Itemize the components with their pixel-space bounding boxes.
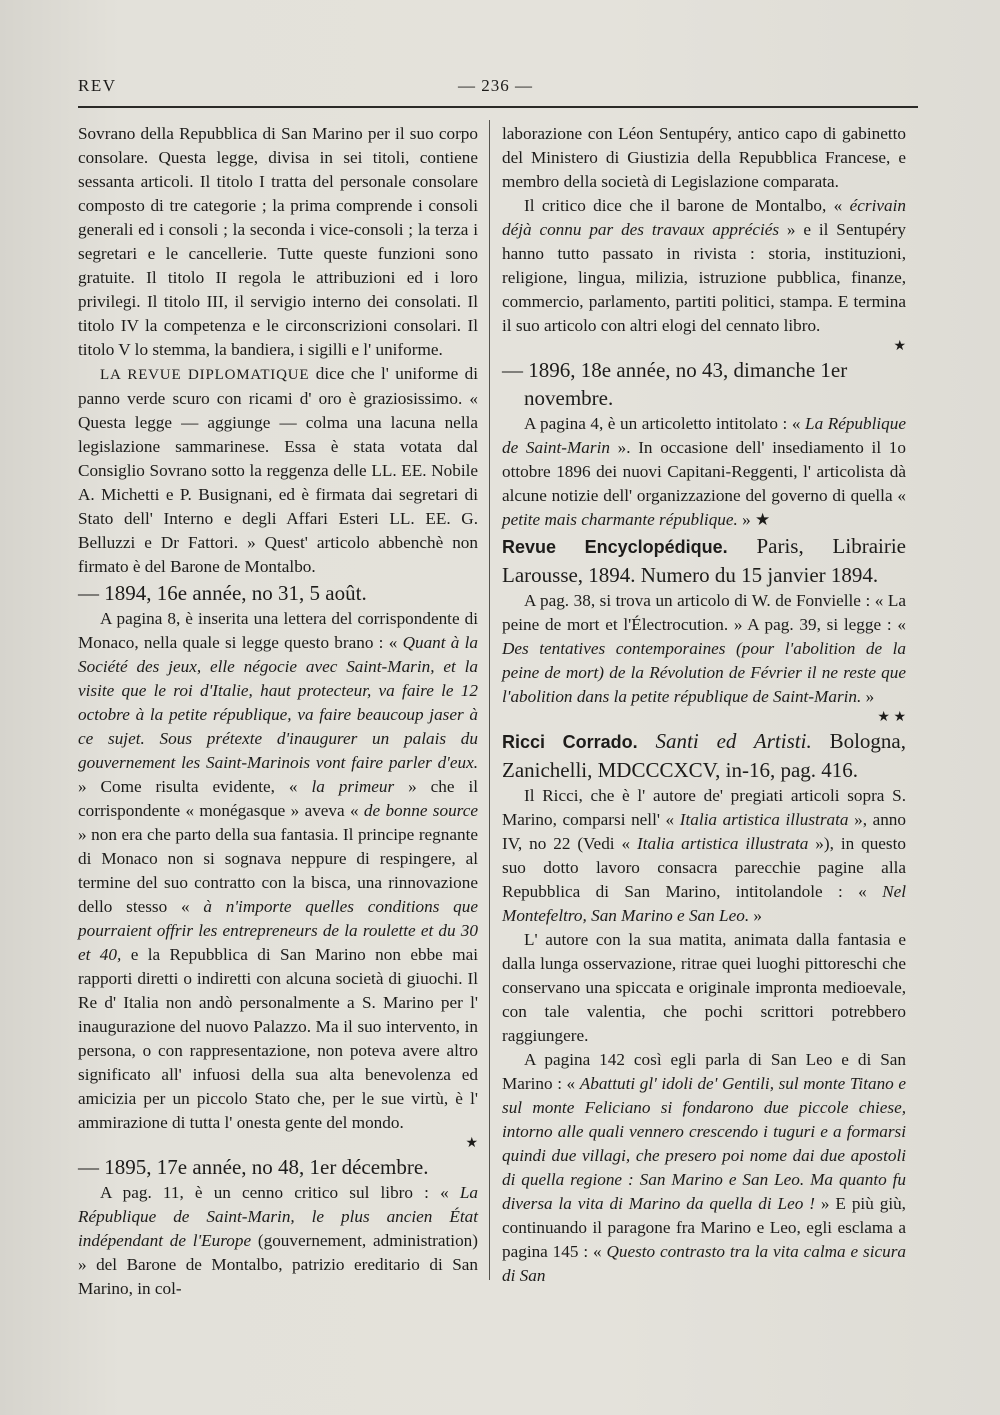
star-ornament: ★ <box>465 1136 478 1151</box>
paragraph: A pagina 8, è inserita una lettera del corrispondente di Monaco, nella quale si legge questo brano : « Quant à la Société des jeux, elle négocie avec Saint-Marin, et la visite que le roi d'Italie, haut protecteur, va faire le 12 octobre à la petite république, va faire beaucoup jaser à ce sujet. Sous prétexte d'inaugurer un palais du gouvernement les Saint-Marinois vont faire parler d'eux. » Come risulta evidente, « la primeur » che il corrispondente « monégasque » aveva « de bonne source » non era che parto della sua fantasia. Il principe regnante di Monaco non si sognava neppure di respingere, al termine del suo contratto con la bisca, una rinnovazione dello stesso « à n'importe quelles conditions que pourraient offrir les entrepreneurs de la roulette et du 30 et 40, e la Repubblica di San Marino non ebbe mai rapporti diretti o indiretti con alcuna società di giuochi. Il Re d' Italia non andò personalmente a S. Marino per l' inaugurazione del nuovo Palazzo. Ma il suo intervento, in persona, o con rappresentazione, non poteva avere altro significato all' infuosi della sua alta benevolenza ed amicizia per un piccolo Stato che, per le sue virtù, è l' ammirazione di tutta l' onesta gente del mondo. <box>78 609 479 1132</box>
issue-heading: — 1896, 18e année, no 43, dimanche 1er <box>502 358 848 382</box>
header-rule <box>78 106 918 108</box>
paragraph: A pagina 4, è un articoletto intitolato : « La République de Saint-Marin ». In occasione dell' insediamento il 1o ottobre 1896 dei nuovi Capitani-Reggenti, l' articolista dà alcune notizie dell' organizzazione del governo di quella « petite mais charmante république. » ★ <box>502 414 906 529</box>
running-head <box>78 76 916 104</box>
entry-title: Ricci Corrado. <box>502 732 638 752</box>
column-divider <box>489 120 490 1280</box>
paragraph: A pag. 11, è un cenno critico sul libro : « La République de Saint-Marin, le plus ancien État indépendant de l'Europe (gouvernement, administration) » del Barone de Montalbo, patrizio ereditario di San Marino, in col- <box>78 1183 478 1298</box>
journal-name: LA REVUE DIPLOMATIQUE <box>100 367 310 383</box>
star-ornament: ★ ★ <box>877 710 906 725</box>
paragraph: Il critico dice che il barone de Montalbo, « écrivain déjà connu par des travaux appréciés » e il Sentupéry hanno tutto passato in rivista : storia, instituzioni, religione, lingua, milizia, istruzione pubblica, finanze, commercio, parlamento, partiti politici, stampa. E termina il suo articolo con altri elogi del cennato libro. <box>502 196 906 335</box>
page-number: — 236 — <box>458 76 533 95</box>
bibliography-entry: Ricci Corrado. Santi ed Artisti. Bologna, Zanichelli, MDCCCXCV, in-16, pag. 416. <box>502 729 906 782</box>
entry-title: Revue Encyclopédique. <box>502 537 728 557</box>
left-column <box>78 122 478 1301</box>
issue-heading: — 1894, 16e année, no 31, 5 août. <box>78 581 367 605</box>
paragraph: A pagina 142 così egli parla di San Leo e di San Marino : « Abattuti gl' idoli de' Gentili, sul monte Titano e sul monte Feliciano si fondarono due piccole chiese, intorno alle quali vennero crescendo i tuguri e a formarsi quindi due villagi, che presero poi nome dai due apostoli di quella regione : San Marino e San Leo. Ma quanto fu diversa la vita di Marino da quella di Leo ! » E più giù, continuando il paragone fra Marino e Leo, egli esclama a pagina 145 : « Questo contrasto tra la vita calma e sicura di San <box>502 1050 906 1285</box>
paragraph: A pag. 38, si trova un articolo di W. de Fonvielle : « La peine de mort et l'Électrocution. » A pag. 39, si legge : « Des tentatives contemporaines (pour l'abolition de la peine de mort) de la Révolution de Février il ne reste que l'abolition dans la petite république de Saint-Marin. » <box>502 591 906 706</box>
star-ornament: ★ <box>893 339 906 354</box>
running-headword: REV <box>78 76 117 95</box>
right-column <box>502 122 906 1288</box>
paragraph: Sovrano della Repubblica di San Marino per il suo corpo consolare. Questa legge, divisa in sei titoli, contiene sessanta articoli. Il titolo I tratta del personale consolare composto di tre categorie ; la prima comprende i consoli generali ed i consoli ; la seconda i vice-consoli ; la terza i segretari e le cancellerie. Tutte queste funzioni sono gratuite. Il titolo II regola le attribuzioni ed i loro privilegi. Il titolo III, il servigio interno dei consolati. Il titolo IV la competenza e le circonscrizioni consolari. Il titolo V lo stemma, la bandiera, i sigilli e l' uniforme. <box>78 124 478 359</box>
paragraph: laborazione con Léon Sentupéry, antico capo di gabinetto del Ministero di Giustizia della Repubblica Francese, e membro della società di Legislazione comparata. <box>502 124 906 191</box>
issue-heading: — 1895, 17e année, no 48, 1er décembre. <box>78 1155 429 1179</box>
paragraph: LA REVUE DIPLOMATIQUE dice che l' uniforme di panno verde scuro con ricami d' oro è graziosissimo. « Questa legge — aggiunge — colma una lacuna nella legislazione sammarinese. Essa è stata votata dal Consiglio Sovrano sotto la reggenza delle LL. EE. Nobile A. Michetti e P. Busignani, ed è firmata dai segretari di Stato dell' Interno e degli Affari Esteri LL. EE. G. Belluzzi e Dr Fattori. » Quest' articolo abbenchè non firmato è del Barone de Montalbo. <box>78 364 478 576</box>
paragraph: L' autore con la sua matita, animata dalla fantasia e dalla lunga osservazione, ritrae quei luoghi pittoreschi che conservano una spiccata e originale impronta medioevale, con tale valentia, che pochi scrittori potrebbero raggiungere. <box>502 930 906 1045</box>
issue-heading-continued: novembre. <box>524 386 614 410</box>
paragraph: Il Ricci, che è l' autore de' pregiati articoli sopra S. Marino, comparsi nell' « Italia artistica illustrata », anno IV, no 22 (Vedi « Italia artistica illustrata »), in questo suo dotto lavoro consacra parecchie pagine alla Repubblica di San Marino, intitolandole : « Nel Montefeltro, San Marino e San Leo. » <box>502 786 906 925</box>
bibliography-entry: Revue Encyclopédique. Paris, Librairie Larousse, 1894. Numero du 15 janvier 1894. <box>502 534 906 587</box>
